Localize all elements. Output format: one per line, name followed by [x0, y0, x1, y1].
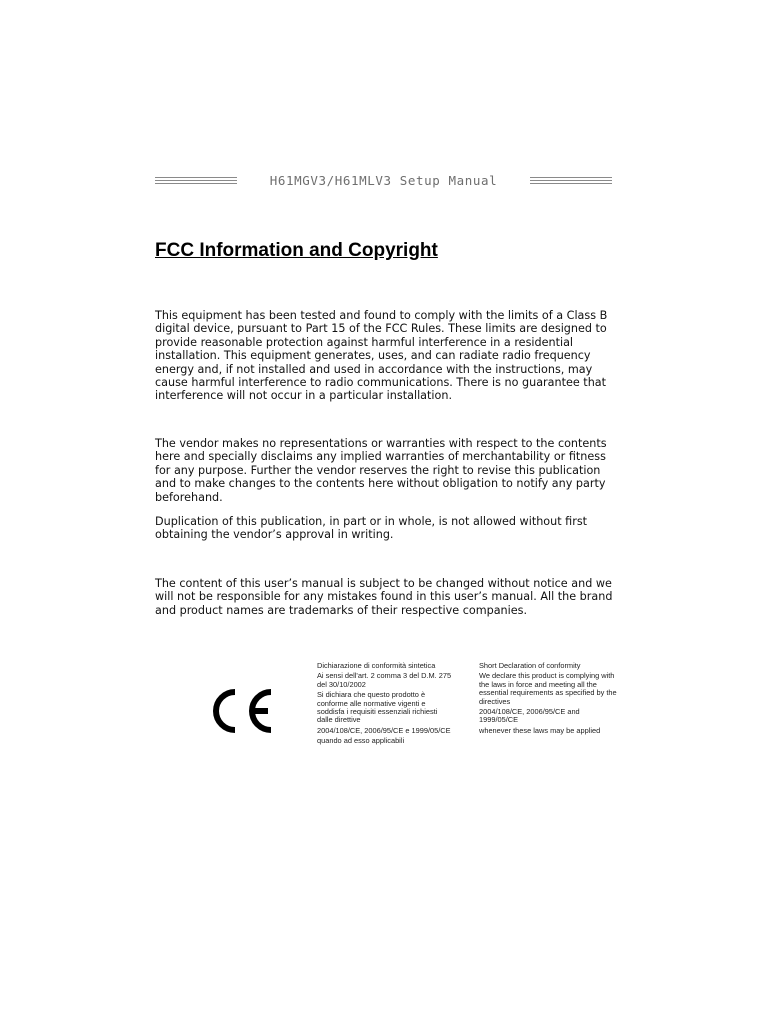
duplication-paragraph: Duplication of this publication, in part or in whole, is not allowed without first obtaining the vendor’s approval in writing. [155, 515, 588, 542]
italian-declaration-line: 2004/108/CE, 2006/95/CE e 1999/05/CE [317, 725, 451, 735]
italian-declaration-line: Ai sensi dell'art. 2 comma 3 del D.M. 275 del 30/10/2002 [317, 671, 452, 689]
header-title: H61MGV3/H61MLV3 Setup Manual [269, 172, 498, 188]
english-declaration-line: We declare this product is complying with the laws in force and meeting all the essential requirements as specified by the directives [479, 671, 617, 706]
english-declaration-line: 2004/108/CE, 2006/95/CE and 1999/05/CE [479, 707, 580, 725]
italian-declaration-line: quando ad esso applicabili [317, 736, 405, 746]
english-declaration-line: whenever these laws may be applied [479, 725, 601, 735]
content-paragraph: The content of this user’s manual is subject to be changed without notice and we will not be responsible for any mistakes found in this user’s manual. All the brand and product names are trademarks of their respective companies. [155, 577, 613, 617]
page-title: FCC Information and Copyright [155, 240, 438, 261]
vendor-paragraph: The vendor makes no representations or warranties with respect to the contents here and specially disclaims any implied warranties of merchantability or fitness for any purpose. Further the vendor reserves the right to revise this publication and to make changes to the contents here without obligation to notify any party beforehand. [155, 437, 607, 504]
english-declaration-title: Short Declaration of conformity [479, 661, 581, 670]
fcc-paragraph: This equipment has been tested and found to comply with the limits of a Class B digital device, pursuant to Part 15 of the FCC Rules. These limits are designed to provide reasonable protection against harmful interference in a residential installation. This equipment generates, uses, and can radiate radio frequency energy and, if not installed and used in accordance with the instructions, may cause harmful interference to radio communications. There is no guarantee that interference will not occur in a particular installation. [155, 309, 608, 403]
page-header [155, 170, 612, 190]
italian-declaration-line: Si dichiara che questo prodotto è conforme alle normative vigenti e soddisfa i requisiti essenziali richiesti dalle direttive [317, 690, 438, 725]
english-declaration [479, 662, 619, 737]
header-rule-right [530, 177, 612, 184]
header-rule-left [155, 177, 237, 184]
italian-declaration-title: Dichiarazione di conformità sintetica [317, 661, 436, 670]
ce-mark-icon [200, 686, 280, 736]
italian-declaration [317, 662, 455, 748]
ce-mark-svg [200, 686, 280, 736]
